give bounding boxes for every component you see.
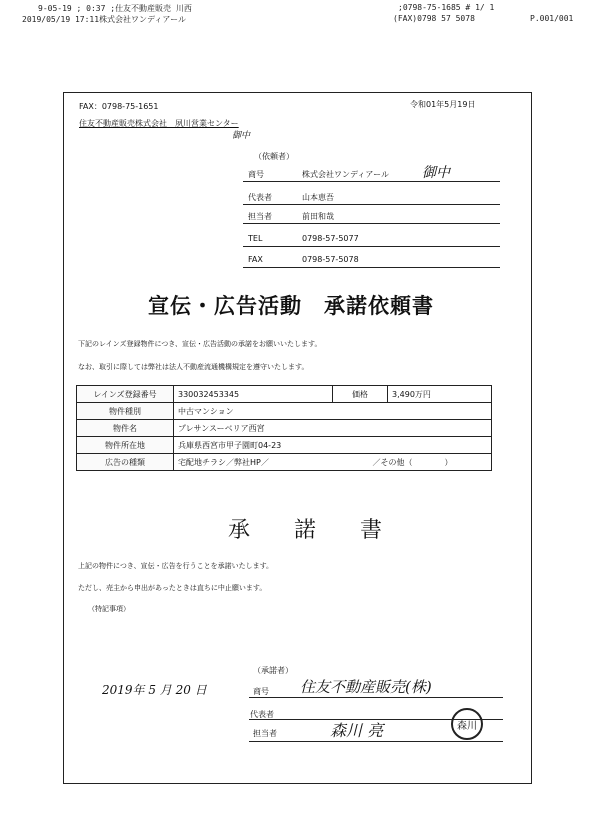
requester-label: 代表者 — [248, 193, 272, 202]
special-notes: （特記事項） — [88, 605, 130, 613]
table-row — [77, 403, 492, 420]
person-in-charge-value: 森川 亮 — [330, 721, 384, 740]
requester-value: 山本恵吾 — [302, 193, 334, 202]
recipient: 住友不動産販売株式会社 夙川営業センター — [79, 119, 239, 128]
consent-title: 承 諾 書 — [228, 518, 383, 543]
requester-value: 前田和哉 — [302, 212, 334, 221]
requester-value: 0798-57-5077 — [302, 234, 359, 243]
seal-stamp: 森川 — [451, 708, 483, 740]
requester-label: 商号 — [248, 170, 264, 179]
table-label: 物件名 — [77, 420, 174, 437]
requester-heading: （依頼者） — [254, 152, 294, 161]
fax-number-header: (FAX)0798 57 5078 — [393, 14, 475, 23]
table-row — [77, 454, 492, 471]
table-row — [77, 437, 492, 454]
table-label: 広告の種類 — [77, 454, 174, 471]
fax-header-line2-left: 2019/05/19 17:11株式会社ワンディアール — [22, 15, 187, 24]
consent-line-2: ただし、売主から申出があったときは直ちに中止願います。 — [78, 584, 267, 592]
fax-header-line1-right: ;0798-75-1685 # 1/ 1 — [398, 3, 495, 12]
table-value: 330032453345 — [174, 386, 333, 403]
recipient-suffix: 御中 — [232, 131, 251, 141]
property-table — [76, 385, 492, 471]
requester-suffix: 御中 — [422, 165, 450, 181]
table-value: 兵庫県西宮市甲子園町04-23 — [174, 437, 492, 454]
trade-name-value: 住友不動産販売(株) — [300, 678, 432, 696]
table-row — [77, 420, 492, 437]
fax-header-line1-left: 9-05-19 ; 0:37 ;仕友不動産販売 川西 — [38, 4, 192, 13]
person-in-charge-label: 担当者 — [253, 729, 277, 738]
consenter-heading: （承諾者） — [253, 666, 293, 675]
table-value: 中古マンション — [174, 403, 492, 420]
requester-value: 株式会社ワンディアール — [302, 170, 389, 179]
page-number: P.001/001 — [530, 14, 574, 23]
signature-date: 2019年 5 月 20 日 — [102, 683, 207, 697]
intro-line-2: なお、取引に際しては弊社は法人不動産流通機構規定を遵守いたします。 — [78, 363, 309, 371]
trade-name-label: 商号 — [253, 687, 269, 696]
representative-label: 代表者 — [250, 710, 274, 719]
table-value: 宅配地チラシ／弊社HP／ — [174, 454, 333, 471]
requester-label: TEL — [248, 234, 263, 243]
consent-line-1: 上記の物件につき、宣伝・広告を行うことを承諾いたします。 — [78, 562, 274, 570]
document-date: 令和01年5月19日 — [410, 100, 476, 109]
intro-line-1: 下記のレインズ登録物件につき、宣伝・広告活動の承諾をお願いいたします。 — [78, 340, 322, 348]
requester-label: FAX — [248, 255, 263, 264]
table-value: ／その他（ ） — [333, 454, 492, 471]
requester-label: 担当者 — [248, 212, 272, 221]
table-label: レインズ登録番号 — [77, 386, 174, 403]
table-label: 物件種別 — [77, 403, 174, 420]
table-value: プレサンスーベリア西宮 — [174, 420, 492, 437]
table-label: 価格 — [333, 386, 388, 403]
table-row — [77, 386, 492, 403]
fax-to: FAX：0798-75-1651 — [79, 102, 159, 111]
table-value: 3,490万円 — [388, 386, 492, 403]
document-title: 宣伝・広告活動 承諾依頼書 — [148, 293, 434, 318]
table-label: 物件所在地 — [77, 437, 174, 454]
requester-value: 0798-57-5078 — [302, 255, 359, 264]
